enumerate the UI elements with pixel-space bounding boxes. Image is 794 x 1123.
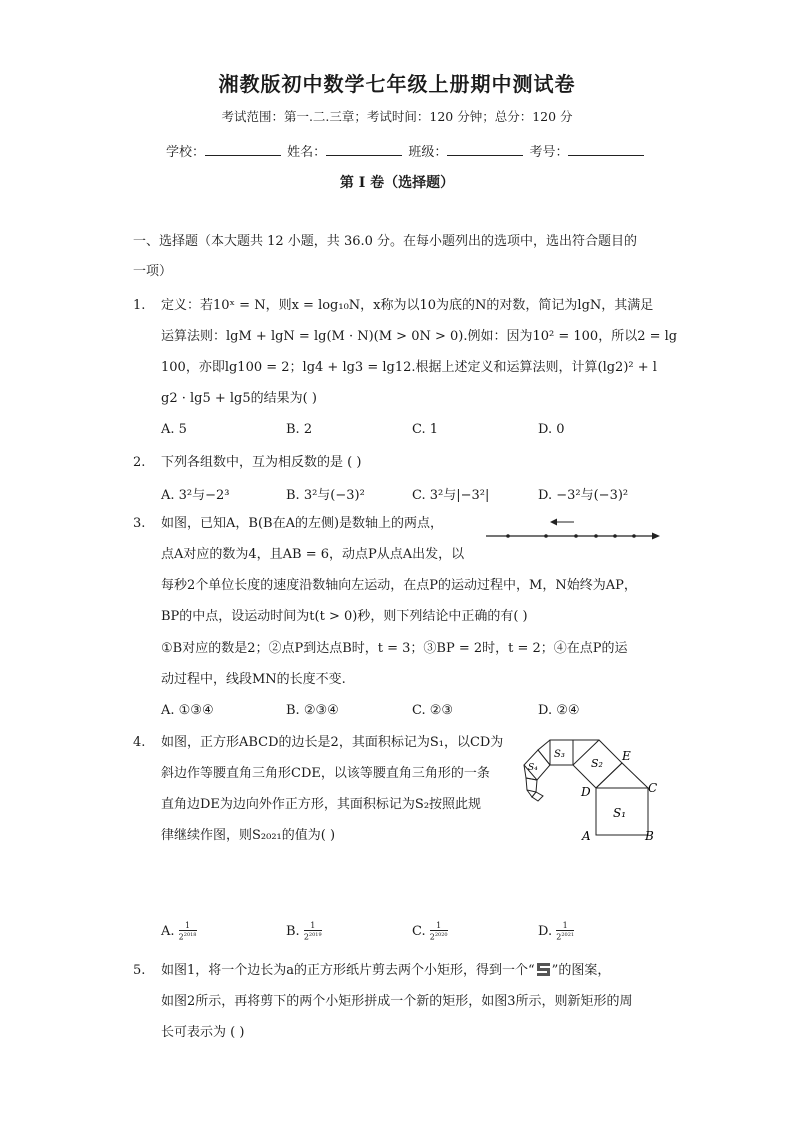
q3-option-c: C. ②③	[412, 703, 454, 718]
left-arrow-icon	[550, 519, 557, 526]
tick-point	[632, 534, 636, 538]
tick-point	[574, 534, 578, 538]
label-s4: S₄	[528, 763, 538, 773]
id-blank	[568, 142, 644, 156]
q5-line: 如图1，将一个边长为a的正方形纸片剪去两个小矩形，得到一个“ ”的图案，	[161, 963, 611, 978]
question-number: 3.	[133, 516, 146, 531]
school-label: 学校：	[166, 145, 206, 160]
q4-line: 直角边DE为边向外作正方形，其面积标记为S₂按照此规	[161, 797, 482, 812]
question-number: 5.	[133, 963, 146, 978]
fraction: $\frac{1}{2^{2021}}$	[556, 921, 575, 942]
label-s3: S₃	[554, 749, 565, 760]
q4-option-c: C. $\frac{1}{2^{2020}}$	[412, 921, 448, 942]
q2-option-c: C. 3²与|−3²|	[412, 488, 490, 503]
question-number: 1.	[133, 298, 146, 313]
q3-option-b: B. ②③④	[286, 703, 339, 718]
square-tree-figure	[510, 730, 670, 845]
page-title: 湘教版初中数学七年级上册期中测试卷	[218, 72, 576, 96]
q1-option-a: A. 5	[161, 422, 187, 437]
q2-option-a: A. 3²与−2³	[161, 488, 230, 503]
q3-option-d: D. ②④	[538, 703, 580, 718]
q1-line: 定义：若10ˣ = N，则x = log₁₀N，x称为以10为底的N的对数，简记为lgN，其满足	[161, 298, 654, 313]
q1-option-d: D. 0	[538, 422, 565, 437]
number-line-figure	[484, 512, 664, 548]
question-number: 4.	[133, 735, 146, 750]
tick-point	[506, 534, 510, 538]
label-a: A	[582, 829, 591, 843]
label-c: C	[648, 781, 658, 795]
fraction: $\frac{1}{2^{2019}}$	[303, 921, 322, 942]
q3-line: 点A对应的数为4，且AB = 6，动点P从点A出发，以	[161, 547, 465, 562]
id-label: 考号：	[529, 145, 569, 160]
q5-line: 如图2所示，再将剪下的两个小矩形拼成一个新的矩形，如图3所示，则新矩形的周	[161, 994, 633, 1009]
label-b: B	[645, 829, 654, 843]
question-number: 2.	[133, 455, 146, 470]
tick-point	[613, 534, 617, 538]
name-blank	[326, 142, 402, 156]
q4-line: 如图，正方形ABCD的边长是2，其面积标记为S₁，以CD为	[161, 735, 504, 750]
tick-point	[544, 534, 548, 538]
q2-option-d: D. −3²与(−3)²	[538, 488, 629, 503]
q4-option-d: D. $\frac{1}{2^{2021}}$	[538, 921, 575, 942]
name-label: 姓名：	[287, 145, 327, 160]
q4-option-b: B. $\frac{1}{2^{2019}}$	[286, 921, 322, 942]
q3-line: BP的中点，设运动时间为t(t > 0)秒，则下列结论中正确的有( )	[161, 609, 528, 624]
square-s5	[526, 778, 537, 792]
label-s2: S₂	[591, 757, 603, 770]
volume-heading: 第 I 卷（选择题）	[339, 175, 455, 191]
axis-arrow-icon	[652, 533, 660, 540]
label-s1: S₁	[613, 806, 627, 820]
q1-line: g2 · lg5 + lg5的结果为( )	[161, 391, 317, 406]
q3-line: ①B对应的数是2；②点P到达点B时，t = 3；③BP = 2时，t = 2；④在点P的运	[161, 641, 628, 656]
tick-point	[594, 534, 598, 538]
q3-line: 每秒2个单位长度的速度沿数轴向左运动，在点P的运动过程中，M，N始终为AP，	[161, 578, 637, 593]
square-s6	[532, 792, 543, 801]
fraction: $\frac{1}{2^{2018}}$	[178, 921, 197, 942]
q5-line: 长可表示为 ( )	[161, 1025, 245, 1040]
class-label: 班级：	[408, 145, 448, 160]
q4-option-a: A. $\frac{1}{2^{2018}}$	[161, 921, 197, 942]
section-heading-line-2: 一项）	[133, 264, 173, 279]
q4-line: 律继续作图，则S₂₀₂₁的值为( )	[161, 828, 336, 843]
label-e: E	[622, 749, 631, 763]
q3-option-a: A. ①③④	[161, 703, 214, 718]
q1-option-c: C. 1	[412, 422, 439, 437]
q2-line: 下列各组数中，互为相反数的是 ( )	[161, 455, 362, 470]
exam-info: 考试范围：第一.二.三章；考试时间：120 分钟；总分：120 分	[221, 109, 573, 124]
student-info-row	[166, 141, 646, 160]
triangle-cde	[596, 763, 648, 788]
q4-line: 斜边作等腰直角三角形CDE，以该等腰直角三角形的一条	[161, 766, 490, 781]
q1-option-b: B. 2	[286, 422, 313, 437]
section-heading-line-1: 一、选择题（本大题共 12 小题，共 36.0 分。在每小题列出的选项中，选出符合题目的	[133, 234, 638, 249]
q3-line: 动过程中，线段MN的长度不变.	[161, 672, 346, 687]
q2-option-b: B. 3²与(−3)²	[286, 488, 365, 503]
q3-line: 如图，已知A，B(B在A的左侧)是数轴上的两点，	[161, 516, 444, 531]
q1-line: 运算法则：lgM + lgN = lg(M · N)(M > 0N > 0).例如：因为10² = 100，所以2 = lg	[161, 329, 678, 344]
fraction: $\frac{1}{2^{2020}}$	[429, 921, 448, 942]
class-blank	[447, 142, 523, 156]
label-d: D	[581, 785, 591, 799]
q1-line: 100，亦即lg100 = 2；lg4 + lg3 = lg12.根据上述定义和运算法则，计算(lg2)² + l	[161, 360, 657, 375]
school-blank	[205, 142, 281, 156]
s-shape-icon	[537, 963, 550, 976]
